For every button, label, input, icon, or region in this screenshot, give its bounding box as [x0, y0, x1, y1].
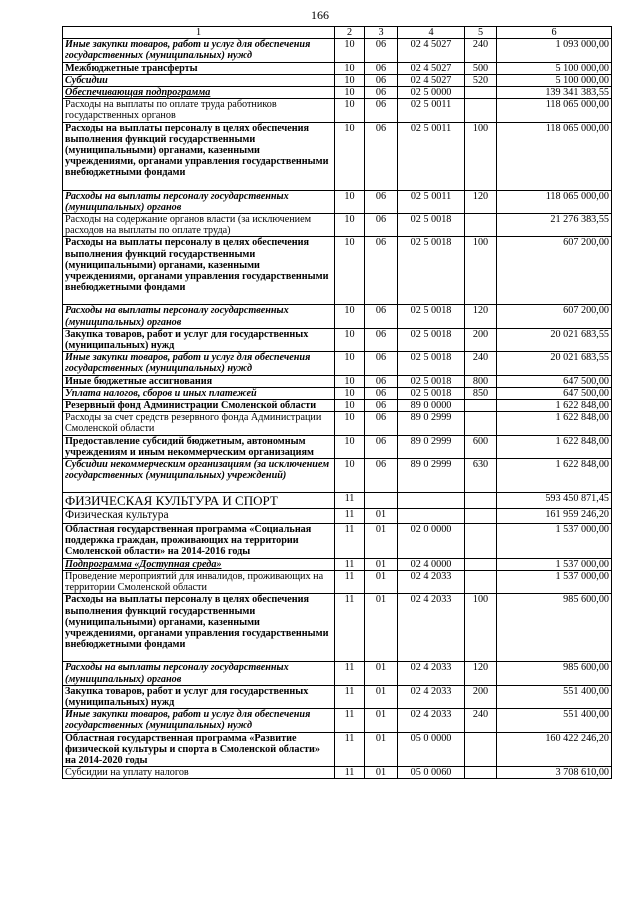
expense-type-code: 800 — [465, 375, 497, 387]
table-row — [63, 190, 612, 213]
row-name: Областная государственная программа «Развитие физической культуры и спорта в Смоленской области» на 2014-2020 годы — [63, 732, 335, 767]
target-article-code: 89 0 2999 — [398, 435, 465, 458]
row-name: Расходы на содержание органов власти (за исключением расходов на выплаты по оплате труда) — [63, 214, 335, 237]
table-row — [63, 400, 612, 412]
expense-type-code: 520 — [465, 74, 497, 86]
amount: 647 500,00 — [497, 375, 612, 387]
amount: 118 065 000,00 — [497, 190, 612, 213]
target-article-code: 02 5 0018 — [398, 237, 465, 305]
subsection-code: 06 — [365, 435, 398, 458]
table-row — [63, 87, 612, 99]
subsection-code: 06 — [365, 387, 398, 399]
target-article-code: 02 4 2033 — [398, 570, 465, 593]
section-code: 10 — [335, 87, 365, 99]
amount: 551 400,00 — [497, 709, 612, 732]
table-row — [63, 375, 612, 387]
section-code: 10 — [335, 39, 365, 62]
header-cell: 6 — [497, 27, 612, 39]
subsection-code: 06 — [365, 412, 398, 435]
amount: 1 622 848,00 — [497, 435, 612, 458]
expense-type-code — [465, 493, 497, 509]
expense-type-code: 500 — [465, 62, 497, 74]
row-name: Иные закупки товаров, работ и услуг для обеспечения государственных (муниципальных) нужд — [63, 352, 335, 375]
row-name: Иные бюджетные ассигнования — [63, 375, 335, 387]
row-name: Расходы на выплаты персоналу государственных (муниципальных) органов — [63, 662, 335, 685]
table-row — [63, 412, 612, 435]
header-row — [63, 27, 612, 39]
subsection-code: 06 — [365, 375, 398, 387]
subsection-code: 01 — [365, 558, 398, 570]
target-article-code: 02 4 0000 — [398, 558, 465, 570]
section-code: 11 — [335, 558, 365, 570]
row-name: Межбюджетные трансферты — [63, 62, 335, 74]
section-code: 10 — [335, 305, 365, 328]
table-row — [63, 305, 612, 328]
row-name: Расходы за счет средств резервного фонда Администрации Смоленской области — [63, 412, 335, 435]
row-name: Расходы на выплаты персоналу в целях обеспечения выполнения функций государственными (муниципальными) органами, казенными учреждениями, органами управления государственными внебюджетными фондами — [63, 594, 335, 662]
expense-type-code — [465, 412, 497, 435]
row-name: Расходы на выплаты персоналу государственных (муниципальных) органов — [63, 190, 335, 213]
table-row — [63, 558, 612, 570]
table-row — [63, 62, 612, 74]
expense-type-code: 600 — [465, 435, 497, 458]
amount: 985 600,00 — [497, 662, 612, 685]
target-article-code: 02 5 0011 — [398, 190, 465, 213]
row-name: Подпрограмма «Доступная среда» — [63, 558, 335, 570]
target-article-code: 02 5 0018 — [398, 214, 465, 237]
expense-type-code: 100 — [465, 594, 497, 662]
table-row — [63, 732, 612, 767]
subsection-code: 06 — [365, 122, 398, 190]
row-name: Уплата налогов, сборов и иных платежей — [63, 387, 335, 399]
header-cell: 5 — [465, 27, 497, 39]
target-article-code: 02 5 0011 — [398, 99, 465, 122]
target-article-code: 05 0 0060 — [398, 767, 465, 779]
amount: 593 450 871,45 — [497, 493, 612, 509]
target-article-code: 02 5 0018 — [398, 328, 465, 351]
subsection-code: 06 — [365, 62, 398, 74]
target-article-code: 89 0 2999 — [398, 459, 465, 493]
expense-type-code — [465, 732, 497, 767]
amount: 139 341 383,55 — [497, 87, 612, 99]
target-article-code: 02 5 0018 — [398, 375, 465, 387]
expense-type-code: 200 — [465, 685, 497, 708]
target-article-code — [398, 493, 465, 509]
subsection-code: 06 — [365, 39, 398, 62]
expense-type-code — [465, 214, 497, 237]
subsection-code: 01 — [365, 685, 398, 708]
amount: 160 422 246,20 — [497, 732, 612, 767]
expense-type-code: 240 — [465, 352, 497, 375]
amount: 5 100 000,00 — [497, 74, 612, 86]
expense-type-code: 630 — [465, 459, 497, 493]
row-name: Резервный фонд Администрации Смоленской области — [63, 400, 335, 412]
table-row — [63, 493, 612, 509]
section-code: 10 — [335, 74, 365, 86]
section-code: 10 — [335, 62, 365, 74]
section-code: 10 — [335, 122, 365, 190]
subsection-code: 01 — [365, 662, 398, 685]
subsection-code: 06 — [365, 74, 398, 86]
amount: 118 065 000,00 — [497, 122, 612, 190]
table-row — [63, 524, 612, 559]
table-row — [63, 39, 612, 62]
amount: 985 600,00 — [497, 594, 612, 662]
row-name: Иные закупки товаров, работ и услуг для обеспечения государственных (муниципальных) нужд — [63, 709, 335, 732]
row-name: ФИЗИЧЕСКАЯ КУЛЬТУРА И СПОРТ — [63, 493, 335, 509]
expense-type-code — [465, 87, 497, 99]
amount: 647 500,00 — [497, 387, 612, 399]
expense-type-code: 120 — [465, 305, 497, 328]
expense-type-code — [465, 400, 497, 412]
section-code: 10 — [335, 387, 365, 399]
table-row — [63, 237, 612, 305]
amount: 1 537 000,00 — [497, 524, 612, 559]
row-name: Проведение мероприятий для инвалидов, проживающих на территории Смоленской области — [63, 570, 335, 593]
row-name: Расходы на выплаты персоналу в целях обеспечения выполнения функций государственными (муниципальными) органами, казенными учреждениями, органами управления государственными внебюджетными фондами — [63, 122, 335, 190]
amount: 161 959 246,20 — [497, 509, 612, 524]
page-number: 166 — [311, 8, 329, 22]
amount: 551 400,00 — [497, 685, 612, 708]
target-article-code: 02 4 2033 — [398, 685, 465, 708]
expense-type-code — [465, 570, 497, 593]
table-row — [63, 122, 612, 190]
section-code: 10 — [335, 400, 365, 412]
subsection-code: 01 — [365, 570, 398, 593]
subsection-code: 06 — [365, 190, 398, 213]
table-row — [63, 214, 612, 237]
expense-type-code: 850 — [465, 387, 497, 399]
amount: 118 065 000,00 — [497, 99, 612, 122]
row-name: Закупка товаров, работ и услуг для государственных (муниципальных) нужд — [63, 328, 335, 351]
expense-type-code: 100 — [465, 237, 497, 305]
subsection-code: 06 — [365, 214, 398, 237]
target-article-code: 02 0 0000 — [398, 524, 465, 559]
subsection-code: 06 — [365, 459, 398, 493]
expense-type-code: 240 — [465, 39, 497, 62]
expense-type-code — [465, 558, 497, 570]
subsection-code: 01 — [365, 509, 398, 524]
expense-type-code — [465, 509, 497, 524]
amount: 1 622 848,00 — [497, 459, 612, 493]
section-code: 11 — [335, 509, 365, 524]
target-article-code: 05 0 0000 — [398, 732, 465, 767]
target-article-code: 89 0 2999 — [398, 412, 465, 435]
header-cell: 1 — [63, 27, 335, 39]
target-article-code: 02 5 0000 — [398, 87, 465, 99]
expense-type-code: 200 — [465, 328, 497, 351]
row-name: Расходы на выплаты персоналу в целях обеспечения выполнения функций государственными (муниципальными) органами, казенными учреждениями, органами управления государственными внебюджетными фондами — [63, 237, 335, 305]
target-article-code: 02 5 0018 — [398, 387, 465, 399]
target-article-code: 02 4 2033 — [398, 662, 465, 685]
section-code: 10 — [335, 214, 365, 237]
subsection-code: 06 — [365, 87, 398, 99]
table-row — [63, 387, 612, 399]
expense-type-code: 120 — [465, 190, 497, 213]
section-code: 11 — [335, 709, 365, 732]
target-article-code: 02 4 2033 — [398, 709, 465, 732]
target-article-code: 02 5 0011 — [398, 122, 465, 190]
expense-type-code — [465, 767, 497, 779]
row-name: Субсидии на уплату налогов — [63, 767, 335, 779]
amount: 607 200,00 — [497, 305, 612, 328]
table-row — [63, 459, 612, 493]
section-code: 11 — [335, 662, 365, 685]
target-article-code: 02 4 2033 — [398, 594, 465, 662]
target-article-code: 02 4 5027 — [398, 62, 465, 74]
table-row — [63, 570, 612, 593]
target-article-code: 02 4 5027 — [398, 74, 465, 86]
expense-type-code: 120 — [465, 662, 497, 685]
expense-type-code: 240 — [465, 709, 497, 732]
amount: 1 622 848,00 — [497, 400, 612, 412]
section-code: 10 — [335, 352, 365, 375]
table-row — [63, 594, 612, 662]
budget-table — [62, 26, 612, 779]
amount: 20 021 683,55 — [497, 328, 612, 351]
subsection-code: 06 — [365, 99, 398, 122]
amount: 1 537 000,00 — [497, 558, 612, 570]
table-row — [63, 709, 612, 732]
section-code: 11 — [335, 685, 365, 708]
subsection-code: 06 — [365, 352, 398, 375]
section-code: 11 — [335, 594, 365, 662]
amount: 607 200,00 — [497, 237, 612, 305]
header-cell: 2 — [335, 27, 365, 39]
amount: 5 100 000,00 — [497, 62, 612, 74]
expense-type-code: 100 — [465, 122, 497, 190]
target-article-code: 02 5 0018 — [398, 305, 465, 328]
row-name: Субсидии некоммерческим организациям (за исключением государственных (муниципальных) учреждений) — [63, 459, 335, 493]
section-code: 10 — [335, 237, 365, 305]
subsection-code: 06 — [365, 305, 398, 328]
subsection-code: 01 — [365, 594, 398, 662]
table-row — [63, 99, 612, 122]
table-row — [63, 662, 612, 685]
subsection-code: 01 — [365, 767, 398, 779]
table-row — [63, 328, 612, 351]
row-name: Обеспечивающая подпрограмма — [63, 87, 335, 99]
header-cell: 3 — [365, 27, 398, 39]
amount: 1 622 848,00 — [497, 412, 612, 435]
section-code: 11 — [335, 732, 365, 767]
row-name: Закупка товаров, работ и услуг для государственных (муниципальных) нужд — [63, 685, 335, 708]
section-code: 10 — [335, 328, 365, 351]
target-article-code: 89 0 0000 — [398, 400, 465, 412]
section-code: 10 — [335, 99, 365, 122]
subsection-code — [365, 493, 398, 509]
section-code: 10 — [335, 412, 365, 435]
subsection-code: 06 — [365, 328, 398, 351]
subsection-code: 01 — [365, 709, 398, 732]
row-name: Предоставление субсидий бюджетным, автономным учреждениям и иным некоммерческим организациям — [63, 435, 335, 458]
amount: 21 276 383,55 — [497, 214, 612, 237]
subsection-code: 06 — [365, 400, 398, 412]
target-article-code: 02 5 0018 — [398, 352, 465, 375]
section-code: 10 — [335, 435, 365, 458]
target-article-code — [398, 509, 465, 524]
section-code: 10 — [335, 190, 365, 213]
amount: 1 093 000,00 — [497, 39, 612, 62]
subsection-code: 06 — [365, 237, 398, 305]
row-name: Иные закупки товаров, работ и услуг для обеспечения государственных (муниципальных) нужд — [63, 39, 335, 62]
row-name: Физическая культура — [63, 509, 335, 524]
section-code: 11 — [335, 524, 365, 559]
row-name: Расходы на выплаты по оплате труда работников государственных органов — [63, 99, 335, 122]
table-row — [63, 352, 612, 375]
expense-type-code — [465, 99, 497, 122]
section-code: 11 — [335, 767, 365, 779]
row-name: Областная государственная программа «Социальная поддержка граждан, проживающих на территории Смоленской области» на 2014-2016 годы — [63, 524, 335, 559]
table-row — [63, 509, 612, 524]
table-row — [63, 435, 612, 458]
section-code: 11 — [335, 493, 365, 509]
subsection-code: 01 — [365, 732, 398, 767]
subsection-code: 01 — [365, 524, 398, 559]
header-cell: 4 — [398, 27, 465, 39]
amount: 20 021 683,55 — [497, 352, 612, 375]
section-code: 10 — [335, 375, 365, 387]
target-article-code: 02 4 5027 — [398, 39, 465, 62]
table-row — [63, 74, 612, 86]
amount: 1 537 000,00 — [497, 570, 612, 593]
row-name: Субсидии — [63, 74, 335, 86]
section-code: 10 — [335, 459, 365, 493]
row-name: Расходы на выплаты персоналу государственных (муниципальных) органов — [63, 305, 335, 328]
table-row — [63, 685, 612, 708]
section-code: 11 — [335, 570, 365, 593]
amount: 3 708 610,00 — [497, 767, 612, 779]
expense-type-code — [465, 524, 497, 559]
table-row — [63, 767, 612, 779]
